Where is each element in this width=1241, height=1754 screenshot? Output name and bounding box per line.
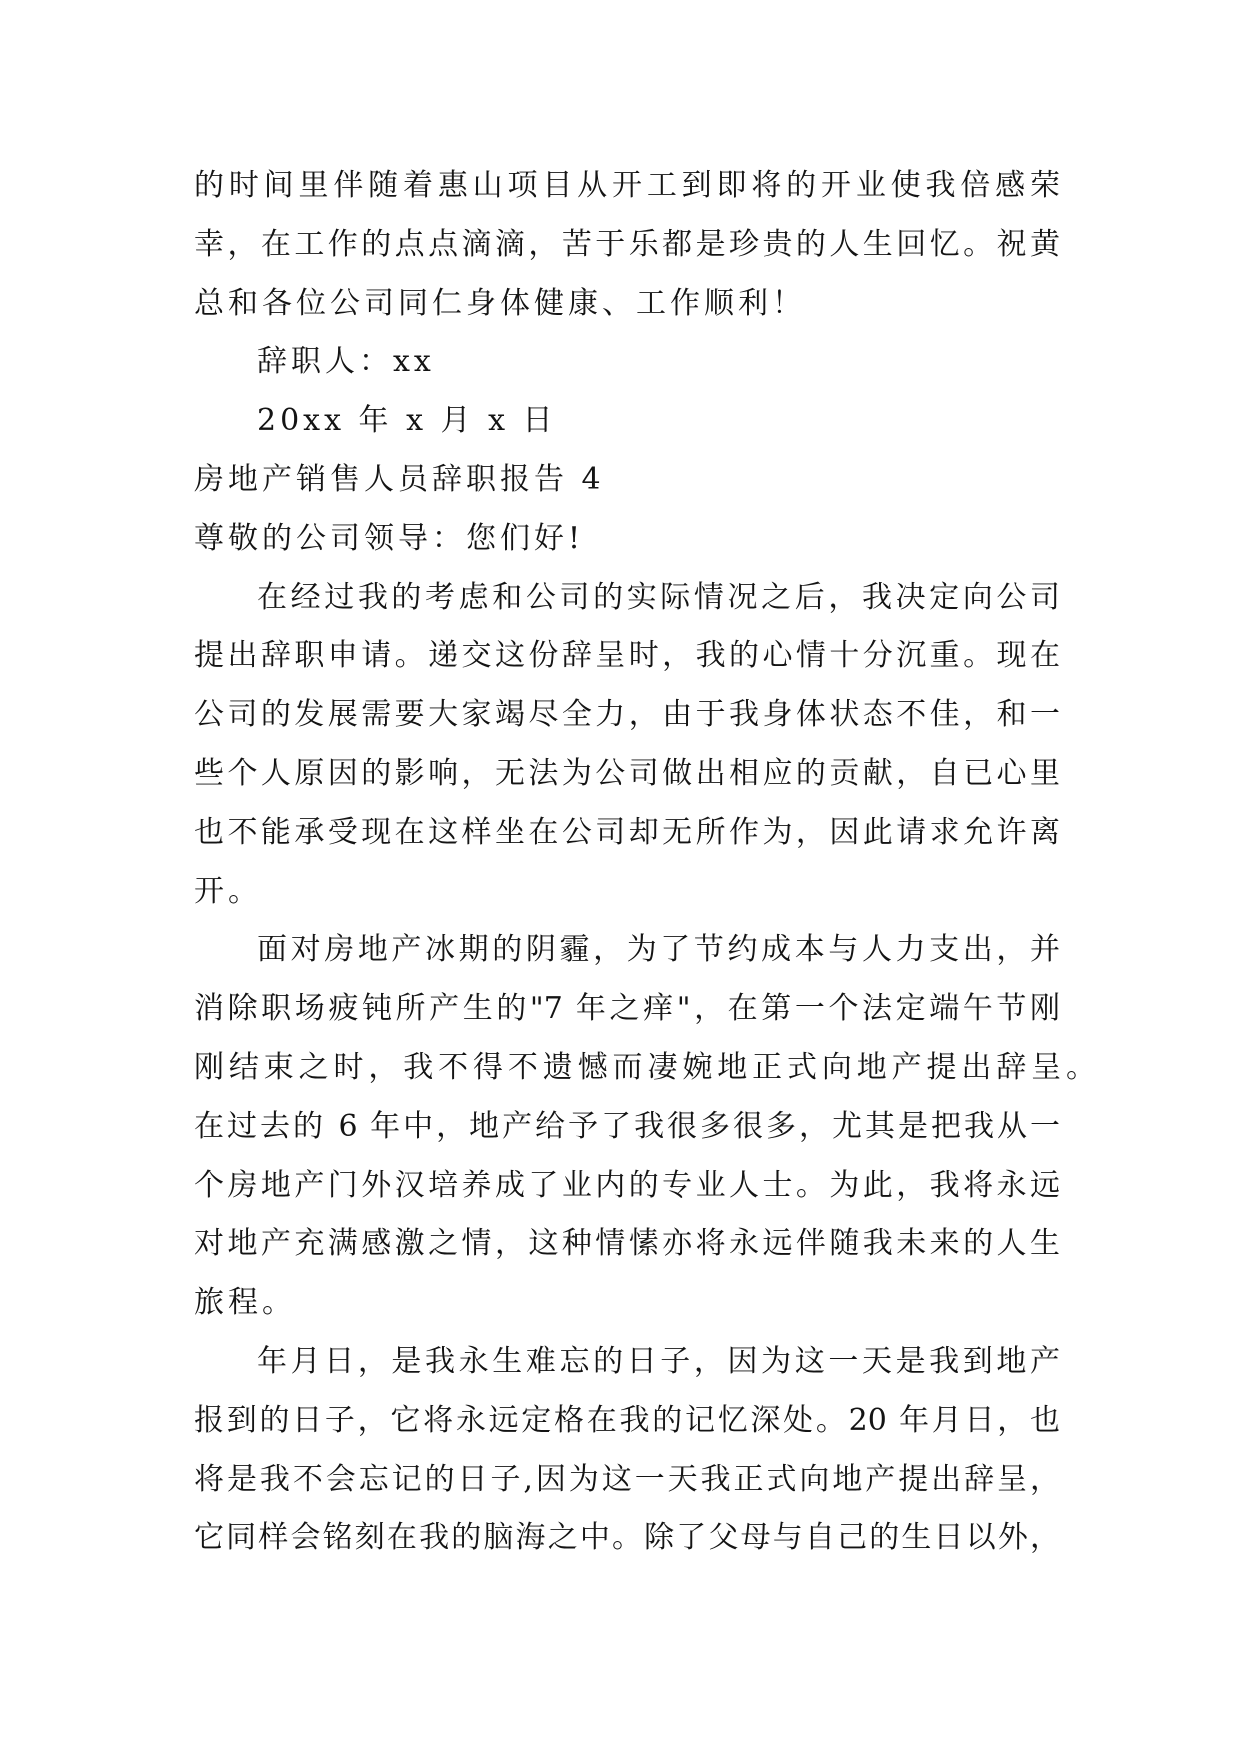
text-line: 也不能承受现在这样坐在公司却无所作为，因此请求允许离 xyxy=(194,814,1060,850)
report-title: 房地产销售人员辞职报告 4 xyxy=(194,461,605,497)
text-line: 年月日，是我永生难忘的日子，因为这一天是我到地产 xyxy=(257,1343,1060,1379)
continuation-paragraph xyxy=(194,157,1060,333)
text-line: 个房地产门外汉培养成了业内的专业人士。为此，我将永远 xyxy=(194,1167,1060,1203)
text-line: 消除职场疲钝所产生的"7 年之痒"，在第一个法定端午节刚 xyxy=(194,991,1060,1027)
text-line: 总和各位公司同仁身体健康、工作顺利！ xyxy=(194,285,806,321)
text-line: 刚结束之时，我不得不遗憾而凄婉地正式向地产提出辞呈。 xyxy=(194,1049,1096,1085)
text-line: 对地产充满感激之情，这种情愫亦将永远伴随我未来的人生 xyxy=(194,1226,1060,1262)
text-line: 提出辞职申请。递交这份辞呈时，我的心情十分沉重。现在 xyxy=(194,638,1060,674)
text-line: 在经过我的考虑和公司的实际情况之后，我决定向公司 xyxy=(257,579,1060,615)
date-line: 20xx 年 x 月 x 日 xyxy=(257,403,557,439)
text-line: 报到的日子，它将永远定格在我的记忆深处。20 年月日，也 xyxy=(194,1402,1060,1438)
text-line: 开。 xyxy=(194,873,262,909)
text-line: 些个人原因的影响，无法为公司做出相应的贡献，自已心里 xyxy=(194,755,1060,791)
text-line: 的时间里伴随着惠山项目从开工到即将的开业使我倍感荣 xyxy=(194,168,1060,203)
text-line: 它同样会铭刻在我的脑海之中。除了父母与自己的生日以外， xyxy=(194,1520,1060,1556)
body-paragraph xyxy=(194,569,1060,922)
salutation: 尊敬的公司领导：您们好! xyxy=(194,520,585,556)
text-line: 幸，在工作的点点滴滴，苦于乐都是珍贵的人生回忆。祝黄 xyxy=(194,226,1060,262)
text-line: 面对房地产冰期的阴霾，为了节约成本与人力支出，并 xyxy=(257,932,1060,968)
text-line: 在过去的 6 年中，地产给予了我很多很多，尤其是把我从一 xyxy=(194,1108,1060,1144)
text-line: 将是我不会忘记的日子,因为这一天我正式向地产提出辞呈， xyxy=(194,1461,1060,1497)
signature-block xyxy=(194,333,1060,451)
body-paragraph xyxy=(194,921,1096,1333)
text-line: 旅程。 xyxy=(194,1285,296,1321)
text-line: 公司的发展需要大家竭尽全力，由于我身体状态不佳，和一 xyxy=(194,697,1060,733)
signer-line: 辞职人：xx xyxy=(257,344,435,380)
document-body xyxy=(194,157,1096,1568)
body-paragraph xyxy=(194,1333,1060,1568)
